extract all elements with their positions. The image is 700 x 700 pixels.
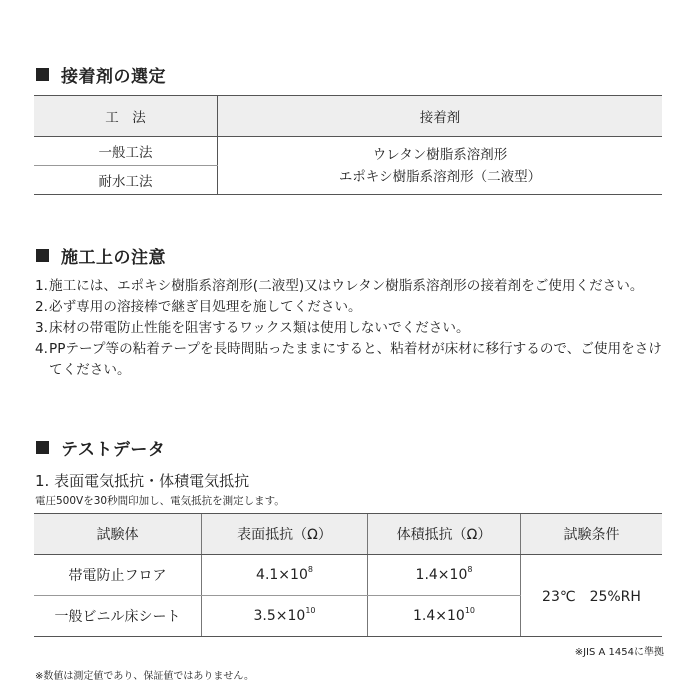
column-header-volume: 体積抵抗（Ω） <box>368 514 521 555</box>
list-item <box>35 297 675 318</box>
test-condition-text: 電圧500Vを30秒間印加し、電気抵抗を測定します。 <box>35 495 285 507</box>
section-title-test-data <box>36 435 165 460</box>
method-waterproof: 耐水工法 <box>34 166 218 195</box>
list-item <box>35 276 675 297</box>
note-text: 施工には、エポキシ樹脂系溶剤形(二液型)又はウレタン樹脂系溶剤形の接着剤をご使用ください。 <box>49 278 644 294</box>
volume-resistance: $1.4\times 10^8$ <box>368 555 521 596</box>
square-bullet-icon <box>36 441 49 454</box>
resistance-table <box>34 513 662 637</box>
adhesive-urethane: ウレタン樹脂系溶剤形 <box>372 146 508 163</box>
list-item <box>35 318 675 339</box>
note-text: PPテープ等の粘着テープを長時間貼ったままにすると、粘着材が床材に移行するので、ご使用をさけてください。 <box>49 341 662 378</box>
note-text: 必ず専用の溶接棒で継ぎ目処理を施してください。 <box>49 299 362 315</box>
section-title-text: 接着剤の選定 <box>61 67 166 87</box>
note-number: 2. <box>35 299 48 315</box>
volume-resistance: $1.4\times 10^{10}$ <box>368 596 521 637</box>
note-number: 1. <box>35 278 48 294</box>
section-title-text: テストデータ <box>61 440 166 460</box>
surface-resistance: $3.5\times 10^{10}$ <box>202 596 368 637</box>
column-header-method: 工 法 <box>34 96 218 137</box>
note-number: 4. <box>35 341 48 357</box>
column-header-condition: 試験条件 <box>521 514 663 555</box>
test-condition-value: 23℃ 25%RH <box>521 555 663 637</box>
precautions-list <box>35 276 675 381</box>
adhesive-epoxy: エポキシ樹脂系溶剤形（二液型） <box>338 168 542 185</box>
square-bullet-icon <box>36 68 49 81</box>
note-text: 床材の帯電防止性能を阻害するワックス類は使用しないでください。 <box>49 320 470 336</box>
note-number: 3. <box>35 320 48 336</box>
list-item <box>35 339 675 381</box>
adhesive-table <box>34 95 662 195</box>
footnote: ※数値は測定値であり、保証値ではありません。 <box>35 671 254 682</box>
surface-resistance: $4.1\times 10^8$ <box>202 555 368 596</box>
test-subtitle: 1. 表面電気抵抗・体積電気抵抗 <box>35 472 250 490</box>
column-header-specimen: 試験体 <box>34 514 202 555</box>
adhesive-cell <box>218 137 663 195</box>
section-title-adhesive <box>36 62 166 87</box>
specimen-name: 帯電防止フロア <box>34 555 202 596</box>
square-bullet-icon <box>36 249 49 262</box>
standard-note: ※JIS A 1454に準拠 <box>574 647 664 658</box>
specimen-name: 一般ビニル床シート <box>34 596 202 637</box>
table-row <box>34 555 662 596</box>
method-general: 一般工法 <box>34 137 218 166</box>
column-header-surface: 表面抵抗（Ω） <box>202 514 368 555</box>
section-title-text: 施工上の注意 <box>61 248 166 268</box>
section-title-precautions <box>36 243 166 268</box>
column-header-adhesive: 接着剤 <box>218 96 663 137</box>
